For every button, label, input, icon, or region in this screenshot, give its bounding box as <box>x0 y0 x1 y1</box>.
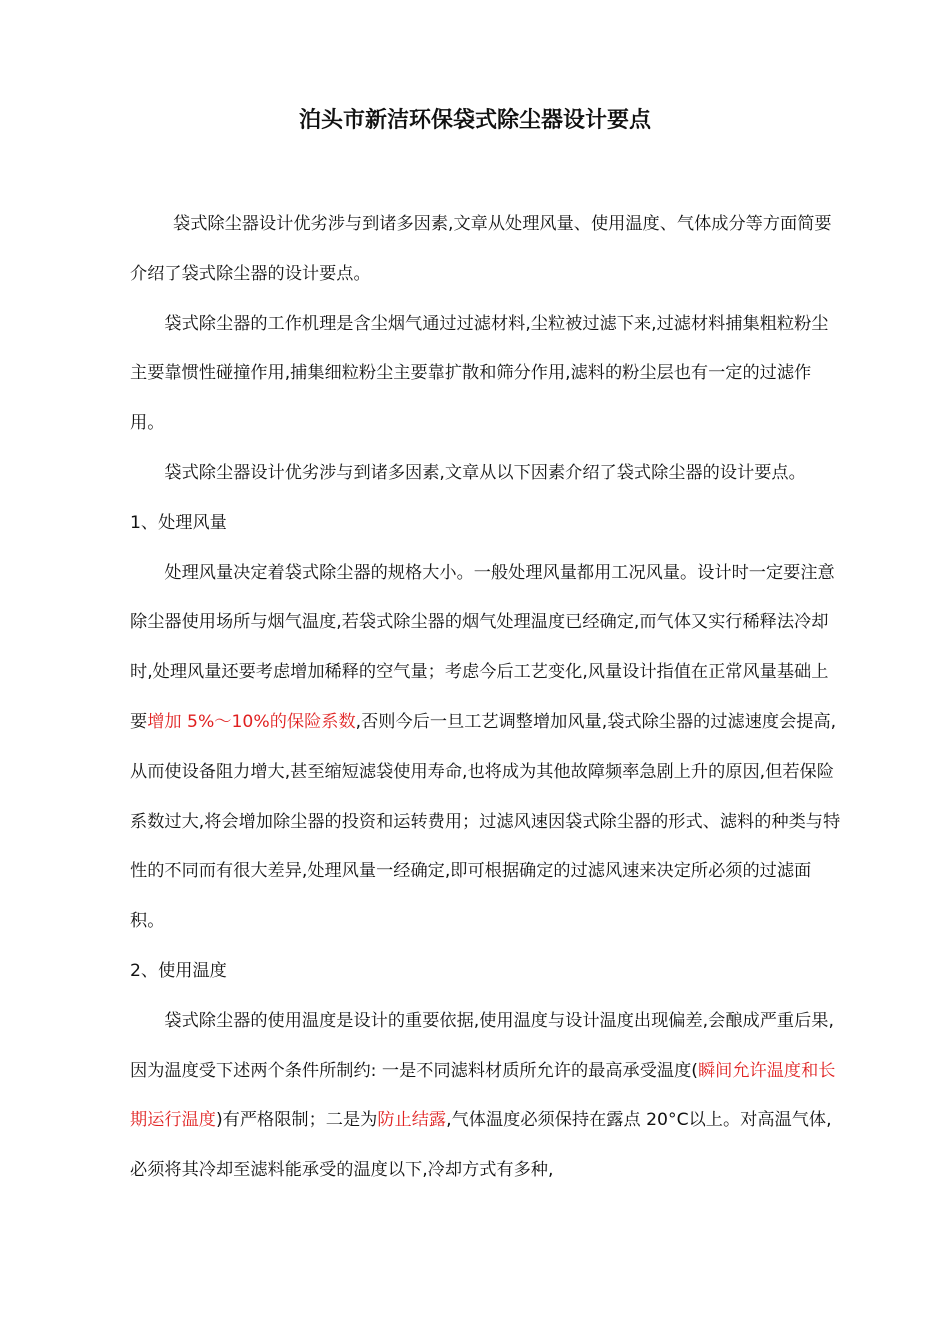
paragraph <box>130 449 845 499</box>
paragraph-text: 袋式除尘器设计优劣涉与到诸多因素,文章从处理风量、使用温度、气体成分等方面简要介绍了袋式除尘器的设计要点。 <box>130 214 832 284</box>
paragraph <box>130 200 845 300</box>
paragraph <box>130 549 845 947</box>
highlighted-text: 增加 5%～10%的保险系数 <box>147 711 356 732</box>
paragraph-text: 处理风量决定着袋式除尘器的规格大小。一般处理风量都用工况风量。设计时一定要注意除尘器使用场所与烟气温度,若袋式除尘器的烟气处理温度已经确定,而气体又实行稀释法冷却时,处理风量还要考虑增加稀释的空气量；考虑今后工艺变化,风量设计指值在正常风量基础上要 <box>130 562 835 732</box>
paragraph-text: 2、使用温度 <box>130 960 227 981</box>
paragraph-text: 袋式除尘器设计优劣涉与到诸多因素,文章从以下因素介绍了袋式除尘器的设计要点。 <box>164 462 806 483</box>
highlighted-text: 防止结露 <box>377 1110 447 1131</box>
paragraph-text: ,否则今后一旦工艺调整增加风量,袋式除尘器的过滤速度会提高,从而使设备阻力增大,甚至缩短滤袋使用寿命,也将成为其他故障频率急剧上升的原因,但若保险系数过大,将会增加除尘器的投资和运转费用；过滤风速因袋式除尘器的形式、滤料的种类与特性的不同而有很大差异,处理风量一经确定,即可根据确定的过滤风速来决定所必须的过滤面积。 <box>130 711 841 932</box>
paragraph-text: )有严格限制；二是为 <box>215 1110 378 1131</box>
paragraph <box>130 300 845 449</box>
highlighted-text: 瞬间允许温度和长期运行温度 <box>130 1060 836 1131</box>
paragraph-text: 袋式除尘器的工作机理是含尘烟气通过过滤材料,尘粒被过滤下来,过滤材料捕集粗粒粉尘主要靠惯性碰撞作用,捕集细粒粉尘主要靠扩散和筛分作用,滤料的粉尘层也有一定的过滤作用。 <box>130 313 829 434</box>
paragraph <box>130 997 845 1196</box>
section-heading <box>130 947 845 997</box>
paragraph-text: 袋式除尘器的使用温度是设计的重要依据,使用温度与设计温度出现偏差,会酿成严重后果,因为温度受下述两个条件所制约: 一是不同滤料材质所允许的最高承受温度( <box>130 1010 834 1081</box>
paragraph-text: ,气体温度必须保持在露点 20°C以上。对高温气体,必须将其冷却至滤料能承受的温度以下,冷却方式有多种, <box>130 1110 832 1181</box>
document-title: 泊头市新洁环保袋式除尘器设计要点 <box>298 108 651 133</box>
document-body <box>130 200 845 1196</box>
section-heading <box>130 499 845 549</box>
paragraph-text: 1、处理风量 <box>130 512 227 533</box>
